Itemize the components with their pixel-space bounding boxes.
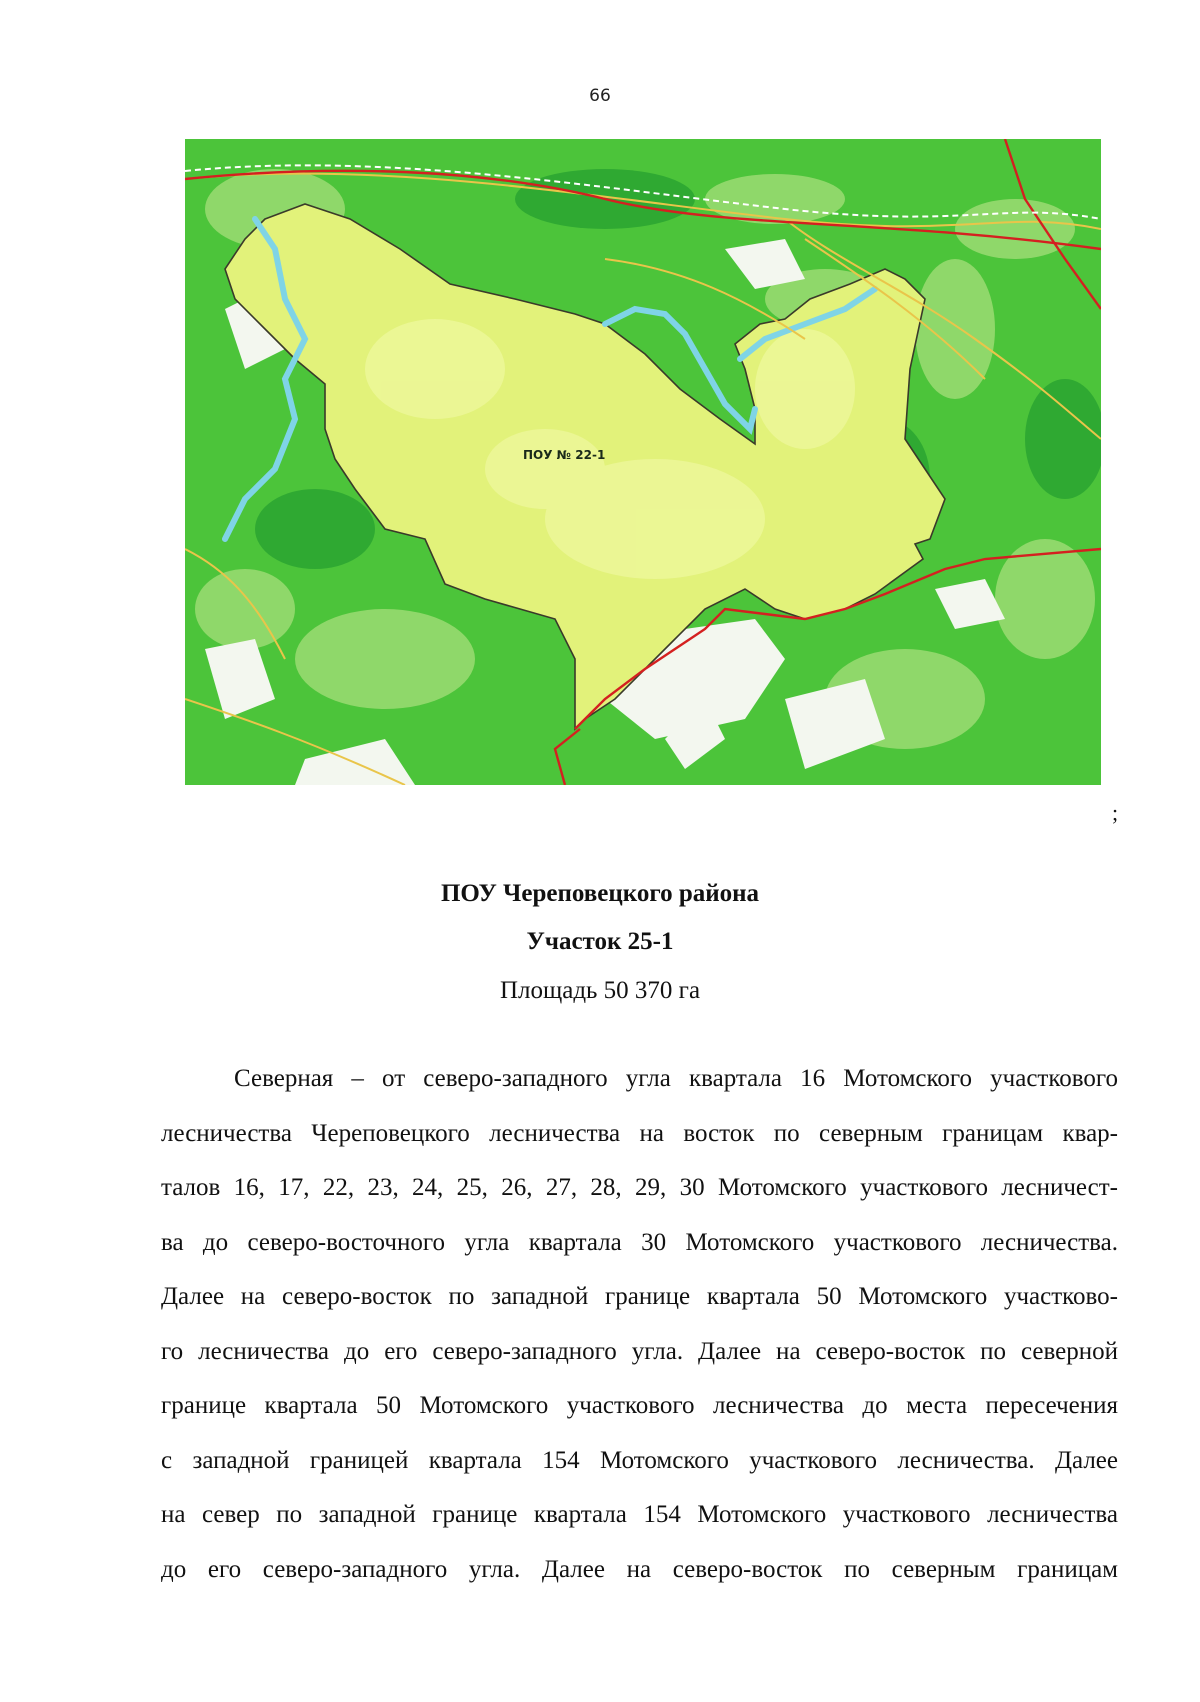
- body-line: талов 16, 17, 22, 23, 24, 25, 26, 27, 28, 29, 30 Мотомского участкового лесничест-: [161, 1174, 1118, 1201]
- body-line: границе квартала 50 Мотомского участкового лесничества до места пересечения: [161, 1392, 1118, 1419]
- body-line: на север по западной границе квартала 154 Мотомского участкового лесничества: [161, 1501, 1118, 1528]
- heading-subtitle: Участок 25-1: [526, 928, 674, 955]
- body-paragraph: [161, 1052, 1118, 1597]
- page-number: 66: [589, 86, 611, 106]
- body-line: лесничества Череповецкого лесничества на восток по северным границам квар-: [161, 1119, 1118, 1147]
- map-zone-label: ПОУ № 22-1: [523, 448, 606, 462]
- body-line: Далее на северо-восток по западной границе квартала 50 Мотомского участково-: [161, 1283, 1118, 1310]
- heading-title: ПОУ Череповецкого района: [440, 880, 760, 907]
- map-graphic: [185, 139, 1101, 785]
- body-line: с западной границей квартала 154 Мотомского участкового лесничества. Далее: [161, 1446, 1118, 1474]
- body-line: го лесничества до его северо-западного угла. Далее на северо-восток по северной: [161, 1337, 1118, 1365]
- body-line: Северная – от северо-западного угла квартала 16 Мотомского участкового: [234, 1065, 1118, 1092]
- map-image: [185, 139, 1101, 785]
- separator: ;: [1112, 800, 1119, 825]
- heading-area: Площадь 50 370 га: [499, 977, 701, 1004]
- body-line: до его северо-западного угла. Далее на северо-восток по северным границам: [161, 1555, 1118, 1583]
- body-line: ва до северо-восточного угла квартала 30 Мотомского участкового лесничества.: [161, 1228, 1118, 1256]
